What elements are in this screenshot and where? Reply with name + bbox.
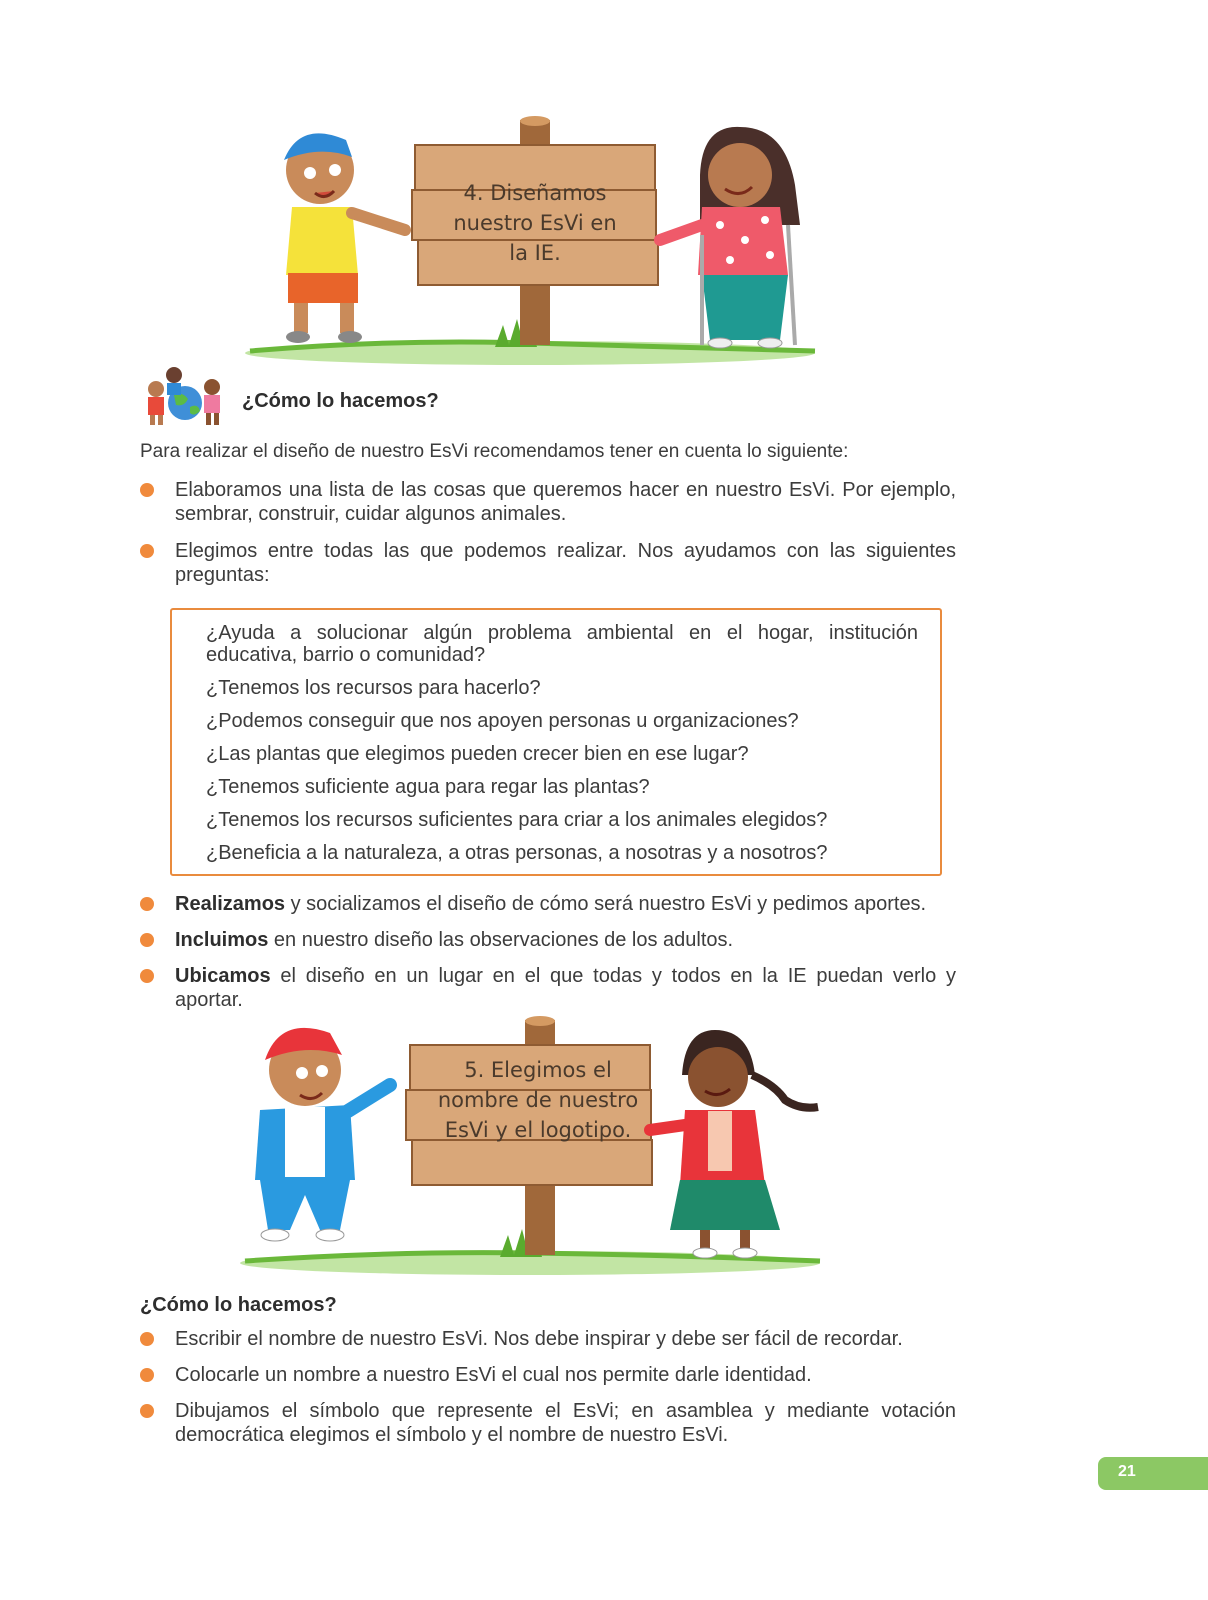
sign-5-line: nombre de nuestro: [437, 1088, 639, 1112]
list-item-text: Elegimos entre todas las que podemos realizar. Nos ayudamos con las siguientes preguntas:: [175, 540, 956, 586]
list-item-text: Escribir el nombre de nuestro EsVi. Nos debe inspirar y debe ser fácil de recordar.: [175, 1328, 903, 1350]
sign-4-line: nuestro EsVi en: [453, 211, 617, 235]
sign-5-line: 5. Elegimos el: [464, 1058, 612, 1082]
list-item: [140, 1399, 956, 1447]
question-item: ¿Las plantas que elegimos pueden crecer bien en ese lugar?: [206, 743, 749, 765]
section-1-heading: ¿Cómo lo hacemos?: [242, 390, 439, 412]
list-item: [140, 928, 956, 952]
section-1-bullet-list: [140, 478, 956, 587]
section-1-intro: Para realizar el diseño de nuestro EsVi recomendamos tener en cuenta lo siguiente:: [140, 441, 849, 462]
question-item: ¿Tenemos suficiente agua para regar las plantas?: [206, 776, 650, 798]
question-item: ¿Tenemos los recursos para hacerlo?: [206, 677, 541, 699]
bullet-dot-icon: [140, 483, 154, 497]
question-item: ¿Ayuda a solucionar algún problema ambiental en el hogar, institución educativa, barrio o comunidad?: [206, 622, 918, 666]
list-item-bold: Realizamos: [175, 893, 286, 915]
list-item-bold: Ubicamos: [175, 965, 271, 987]
list-item: [140, 478, 956, 526]
list-item: [140, 539, 956, 587]
section-2-bullet-list: [140, 1327, 956, 1447]
question-item: ¿Tenemos los recursos suficientes para criar a los animales elegidos?: [206, 809, 828, 831]
page-number: 21: [1118, 1463, 1136, 1480]
sign-4-text: [430, 178, 640, 268]
sign-4-line: 4. Diseñamos: [463, 181, 607, 205]
bullet-dot-icon: [140, 969, 154, 983]
list-item-text: el diseño en un lugar en el que todas y todos en la IE puedan verlo y aportar.: [175, 965, 956, 1011]
question-item: ¿Beneficia a la naturaleza, a otras personas, a nosotras y a nosotros?: [206, 842, 828, 864]
questions-box: [170, 608, 942, 876]
list-item: [140, 1363, 956, 1387]
bullet-dot-icon: [140, 897, 154, 911]
questions-list: [172, 610, 940, 864]
page-number-tab: [1098, 1457, 1208, 1490]
list-item: [140, 1327, 956, 1351]
list-item: [140, 964, 956, 1012]
list-item-text: Elaboramos una lista de las cosas que queremos hacer en nuestro EsVi. Por ejemplo, sembrar, construir, cuidar algunos animales.: [175, 479, 956, 525]
section-2-heading: ¿Cómo lo hacemos?: [140, 1294, 337, 1316]
list-item-bold: Incluimos: [175, 929, 269, 951]
list-item: [140, 892, 956, 916]
list-item-text: y socializamos el diseño de cómo será nuestro EsVi y pedimos aportes.: [285, 893, 927, 915]
sign-4-line: la IE.: [509, 241, 561, 265]
sign-5-text: [418, 1055, 658, 1145]
section-1-bold-bullet-list: [140, 892, 956, 1012]
bullet-dot-icon: [140, 1332, 154, 1346]
bullet-dot-icon: [140, 933, 154, 947]
list-item-text: Dibujamos el símbolo que represente el EsVi; en asamblea y mediante votación democrática elegimos el símbolo y el nombre de nuestro EsVi.: [175, 1400, 956, 1446]
sign-5-line: EsVi y el logotipo.: [444, 1118, 632, 1142]
question-item: ¿Podemos conseguir que nos apoyen personas u organizaciones?: [206, 710, 799, 732]
bullet-dot-icon: [140, 1368, 154, 1382]
list-item-text: Colocarle un nombre a nuestro EsVi el cual nos permite darle identidad.: [175, 1364, 812, 1386]
bullet-dot-icon: [140, 544, 154, 558]
list-item-text: en nuestro diseño las observaciones de los adultos.: [268, 929, 734, 951]
bullet-dot-icon: [140, 1404, 154, 1418]
children-globe-icon: [140, 365, 230, 427]
